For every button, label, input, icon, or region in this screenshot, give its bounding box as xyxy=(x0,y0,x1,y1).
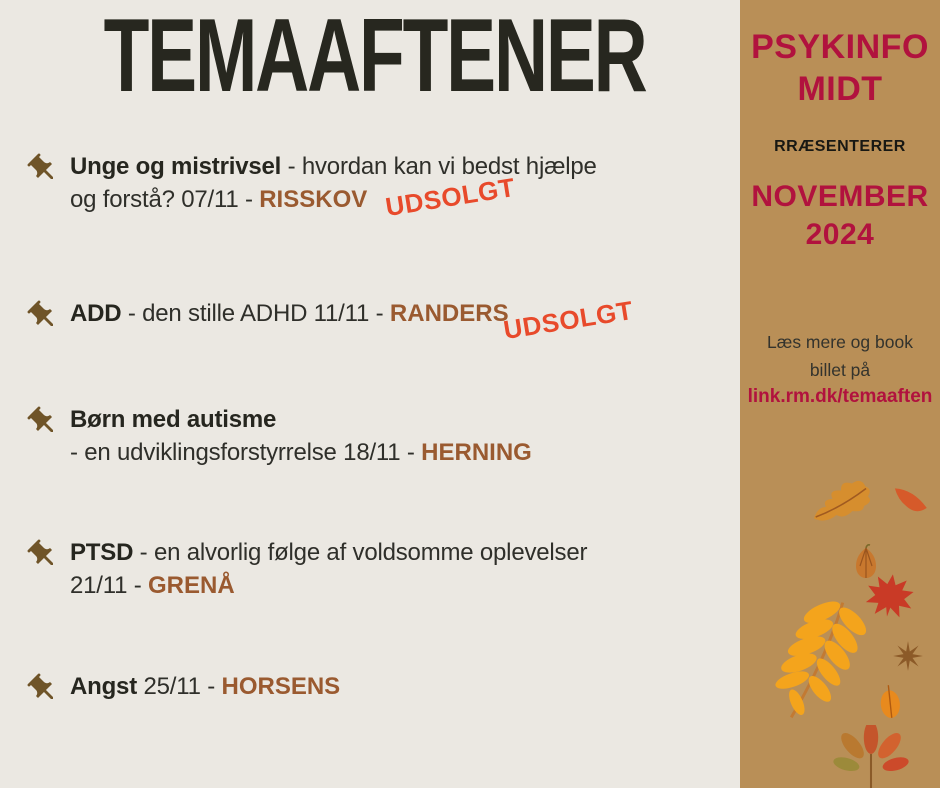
pushpin-icon xyxy=(19,145,67,193)
event-item-ptsd xyxy=(70,536,690,602)
month-year xyxy=(740,178,940,254)
event-title: PTSD xyxy=(70,539,134,566)
event-location: GRENÅ xyxy=(148,572,235,599)
event-title: Børn med autisme xyxy=(70,406,277,433)
event-item-angst xyxy=(70,670,690,703)
pushpin-icon xyxy=(19,665,67,713)
event-desc: 25/11 - xyxy=(137,673,222,700)
event-item-boern-med-autisme xyxy=(70,403,690,469)
soldout-badge: UDSOLGT xyxy=(501,294,636,346)
small-red-leaf-icon xyxy=(887,483,933,519)
event-desc: og forstå? 07/11 - xyxy=(70,186,260,213)
event-item-unge-og-mistrivsel xyxy=(70,150,690,216)
event-desc: - den stille ADHD 11/11 - xyxy=(121,300,390,327)
pushpin-icon xyxy=(19,398,67,446)
page-title: TEMAAFTENER xyxy=(103,0,646,114)
event-desc: - hvordan kan vi bedst hjælpe xyxy=(281,153,597,180)
event-location: HORSENS xyxy=(221,673,341,700)
rowan-leaf-icon xyxy=(762,591,873,729)
cta-line1: Læs mere og book xyxy=(767,332,913,352)
cta-text xyxy=(740,328,940,410)
event-title: Angst xyxy=(70,673,137,700)
sidebar xyxy=(740,0,940,788)
pushpin-icon xyxy=(19,531,67,579)
booking-link[interactable]: link.rm.dk/temaaften xyxy=(747,386,933,407)
brand-name xyxy=(740,26,940,110)
creeper-leaf-icon xyxy=(832,725,910,788)
event-location: RANDERS xyxy=(389,300,509,327)
event-title: Unge og mistrivsel xyxy=(70,153,282,180)
brand-line1: PSYKINFO xyxy=(751,28,929,66)
event-location: HERNING xyxy=(421,439,532,466)
brand-line2: MIDT xyxy=(797,70,883,108)
cta-line2: billet på xyxy=(809,360,871,380)
event-desc: - en alvorlig følge af voldsomme oplevelser xyxy=(133,539,588,566)
event-desc: 21/11 - xyxy=(70,572,149,599)
year-label: 2024 xyxy=(805,218,875,251)
oak-leaf-icon xyxy=(804,471,878,528)
month-label: NOVEMBER xyxy=(751,180,929,213)
event-title: ADD xyxy=(70,300,122,327)
pushpin-icon xyxy=(19,292,67,340)
presents-label: RRÆSENTERER xyxy=(774,138,906,155)
event-location: RISSKOV xyxy=(259,186,368,213)
soldout-badge: UDSOLGT xyxy=(383,171,518,223)
star-anise-icon xyxy=(892,640,924,672)
event-desc: - en udviklingsforstyrrelse 18/11 - xyxy=(70,439,422,466)
small-orange-leaf-icon xyxy=(876,682,904,720)
